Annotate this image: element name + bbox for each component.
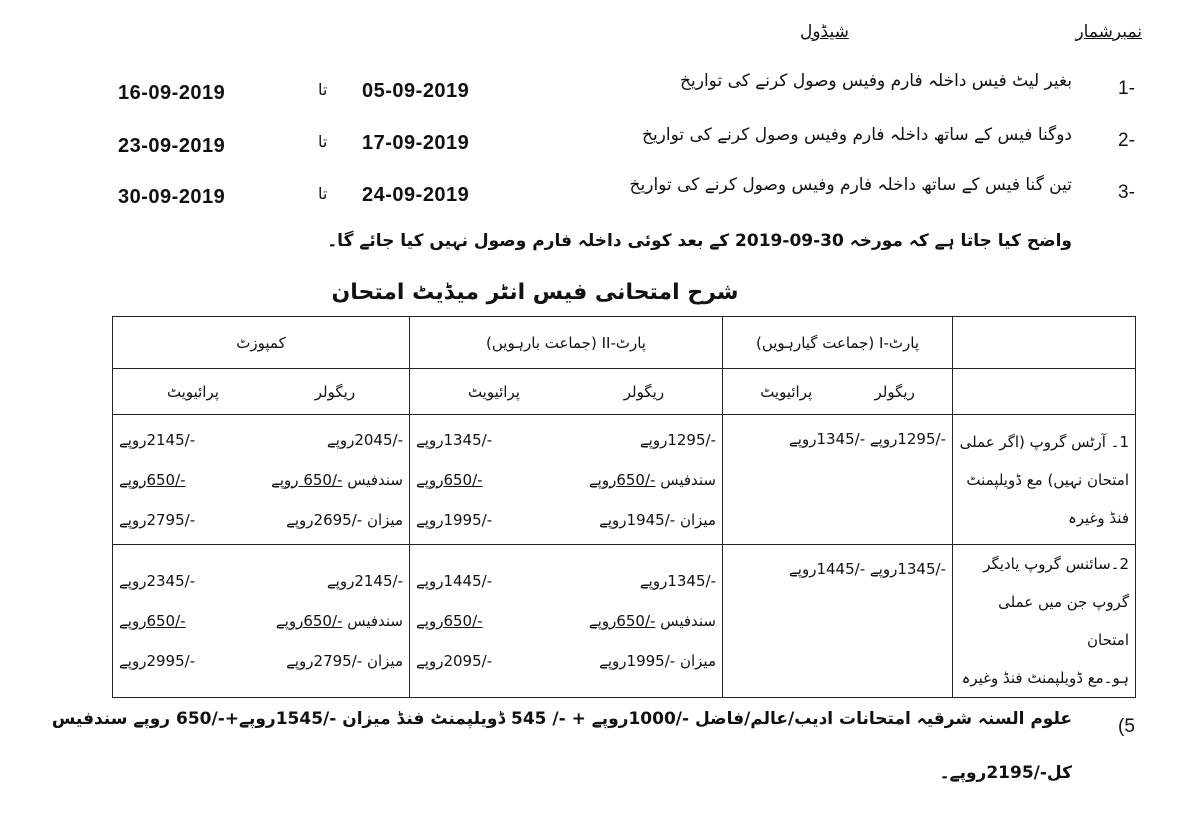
private-fee: -/2995روپے bbox=[119, 652, 196, 670]
footer-number: (5 bbox=[1118, 716, 1135, 737]
fee-table bbox=[112, 316, 1136, 698]
fee-line bbox=[416, 641, 716, 681]
regular-fee: -/650روپے bbox=[588, 470, 656, 489]
group-cell bbox=[953, 415, 1136, 545]
subheader-row bbox=[113, 369, 1136, 415]
private-fee: -/650روپے bbox=[119, 612, 186, 630]
to-date: 30-09-2019 bbox=[118, 186, 226, 208]
table-row bbox=[113, 545, 1136, 698]
group-subheader-cell bbox=[953, 369, 1136, 415]
regular-fee: -/2795روپے bbox=[286, 652, 363, 670]
row-description: تین گنا فیس کے ساتھ داخلہ فارم وفیس وصول کرنے کی تواریخ bbox=[629, 175, 1072, 195]
to-separator: تا bbox=[318, 184, 328, 203]
to-date: 16-09-2019 bbox=[118, 82, 226, 104]
part2-cell bbox=[410, 545, 723, 698]
fee-line bbox=[119, 460, 403, 500]
group-line: 2۔سائنس گروپ یادیگر bbox=[983, 555, 1129, 573]
private-fee: -/1345روپے bbox=[416, 430, 493, 449]
row-description: بغیر لیٹ فیس داخلہ فارم وفیس وصول کرنے کی تواریخ bbox=[680, 71, 1072, 91]
regular-label: ریگولر bbox=[874, 382, 915, 401]
private-fee: -/2345روپے bbox=[119, 572, 196, 590]
regular-fee: -/2145روپے bbox=[326, 572, 403, 590]
fee-line bbox=[119, 420, 403, 460]
from-date: 17-09-2019 bbox=[362, 132, 470, 154]
fee-line bbox=[119, 641, 403, 681]
regular-fee: -/1295روپے bbox=[639, 430, 716, 449]
fee-label: سندفیس bbox=[660, 612, 716, 630]
part2-subheader bbox=[410, 369, 723, 415]
serial-number-heading: نمبرشمار bbox=[1075, 22, 1142, 42]
part2-cell bbox=[410, 415, 723, 545]
regular-fee: -/650روپے bbox=[588, 612, 656, 630]
private-fee: -/1995روپے bbox=[416, 510, 493, 529]
fee-label: میزان bbox=[679, 510, 716, 529]
to-separator: تا bbox=[318, 80, 328, 99]
fee-label: میزان bbox=[366, 510, 403, 529]
fee-label: میزان bbox=[679, 652, 716, 670]
group-line: ہو۔مع ڈویلپمنٹ فنڈ وغیرہ bbox=[961, 669, 1129, 687]
table-title: شرح امتحانی فیس انٹر میڈیٹ امتحان bbox=[331, 280, 739, 305]
part2-header: پارٹ-II (جماعت بارہویں) bbox=[410, 317, 723, 369]
fee-label: سندفیس bbox=[347, 612, 403, 630]
schedule-heading: شیڈول bbox=[800, 22, 849, 42]
regular-fee: -/2045روپے bbox=[326, 430, 403, 449]
row-number: 3- bbox=[1118, 182, 1135, 203]
regular-fee: -/1995روپے bbox=[599, 652, 676, 670]
fee-line bbox=[416, 460, 716, 500]
regular-label: ریگولر bbox=[623, 382, 665, 401]
private-fee: -/1445روپے bbox=[416, 572, 493, 590]
regular-fee: -/650روپے bbox=[275, 612, 343, 630]
fee-line bbox=[416, 500, 716, 540]
group-line: امتحان نہیں) مع ڈویلپمنٹ bbox=[966, 470, 1129, 489]
group-line: فنڈ وغیرہ bbox=[1067, 508, 1129, 527]
group-line: گروپ جن میں عملی امتحان bbox=[998, 593, 1129, 649]
row-description: دوگنا فیس کے ساتھ داخلہ فارم وفیس وصول کرنے کی تواریخ bbox=[641, 125, 1072, 145]
to-date: 23-09-2019 bbox=[118, 135, 226, 157]
private-label: پرائیویٹ bbox=[166, 382, 219, 401]
regular-label: ریگولر bbox=[314, 382, 356, 401]
regular-fee: -/1345روپے bbox=[639, 572, 716, 590]
from-date: 05-09-2019 bbox=[362, 80, 470, 102]
composite-subheader bbox=[113, 369, 410, 415]
fee-line bbox=[416, 561, 716, 601]
part1-subheader bbox=[723, 369, 953, 415]
part1-fee: -/1345روپے -/1445روپے bbox=[789, 560, 946, 578]
from-date: 24-09-2019 bbox=[362, 184, 470, 206]
fee-label: سندفیس bbox=[660, 470, 716, 489]
fee-line bbox=[119, 500, 403, 540]
private-label: پرائیویٹ bbox=[467, 382, 520, 401]
private-fee: -/650روپے bbox=[119, 470, 186, 489]
private-fee: -/650روپے bbox=[416, 612, 483, 630]
part1-header: پارٹ-I (جماعت گیارہویں) bbox=[723, 317, 953, 369]
private-fee: -/650روپے bbox=[416, 470, 483, 489]
regular-fee: -/1945روپے bbox=[599, 510, 676, 529]
regular-fee: -/650 روپے bbox=[271, 470, 343, 489]
fee-line bbox=[119, 561, 403, 601]
table-row bbox=[113, 415, 1136, 545]
row-number: 1- bbox=[1118, 78, 1135, 99]
group-line: 1۔ آرٹس گروپ (اگر عملی bbox=[959, 432, 1129, 451]
private-label: پرائیویٹ bbox=[760, 382, 813, 401]
row-number: 2- bbox=[1118, 130, 1135, 151]
footer-line-2: کل-/2195روپے۔ bbox=[939, 763, 1072, 783]
composite-cell bbox=[113, 415, 410, 545]
fee-line bbox=[416, 420, 716, 460]
regular-fee: -/2695روپے bbox=[286, 510, 363, 529]
fee-label: میزان bbox=[366, 652, 403, 670]
part1-cell bbox=[723, 415, 953, 545]
fee-label: سندفیس bbox=[347, 470, 403, 489]
footer-line-1: علوم السنہ شرقیہ امتحانات ادیب/عالم/فاضل -/1000روپے + -/ 545 ڈویلپمنٹ فنڈ میزان -/1545روپے+-/650 روپے سندفیس bbox=[51, 709, 1072, 729]
cutoff-note: واضح کیا جاتا ہے کہ مورخہ 30-09-2019 کے بعد کوئی داخلہ فارم وصول نہیں کیا جائے گا۔ bbox=[327, 231, 1072, 251]
private-fee: -/2795روپے bbox=[119, 510, 196, 529]
fee-line bbox=[119, 601, 403, 641]
fee-line bbox=[416, 601, 716, 641]
to-separator: تا bbox=[318, 132, 328, 151]
composite-cell bbox=[113, 545, 410, 698]
private-fee: -/2095روپے bbox=[416, 652, 493, 670]
part1-fee: -/1295روپے -/1345روپے bbox=[789, 430, 946, 448]
group-header-cell bbox=[953, 317, 1136, 369]
composite-header: کمپوزٹ bbox=[113, 317, 410, 369]
group-cell bbox=[953, 545, 1136, 698]
private-fee: -/2145روپے bbox=[119, 430, 196, 449]
part1-cell bbox=[723, 545, 953, 698]
header-row bbox=[113, 317, 1136, 369]
